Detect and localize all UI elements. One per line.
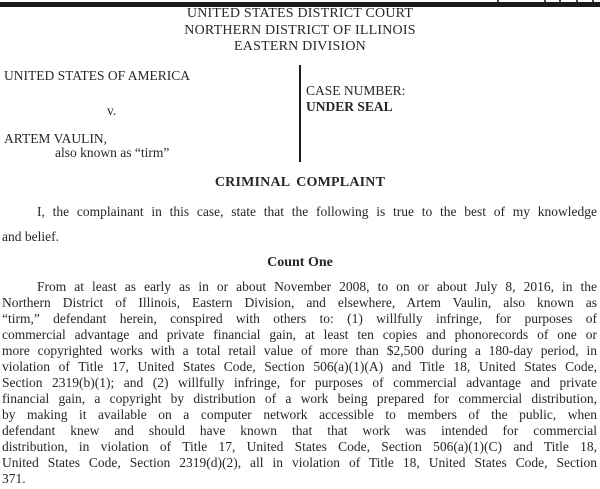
paragraph-line: Section 2319(b)(1); and (2) willfully infringe, for purposes of commercial advantage and private (2, 375, 597, 390)
count-one-paragraph (2, 279, 597, 487)
oath-paragraph-line: I, the complainant in this case, state that the following is true to the best of my knowledge (37, 204, 597, 219)
court-division: EASTERN DIVISION (234, 39, 366, 54)
paragraph-line: violation of Title 17, United States Code, Section 506(a)(1)(A) and Title 18, United States Code, (2, 359, 597, 374)
oath-paragraph-line: and belief. (2, 229, 59, 244)
defendant-name: ARTEM VAULIN, (4, 131, 107, 146)
count-one-heading: Count One (267, 255, 333, 270)
court-name: UNITED STATES DISTRICT COURT (186, 6, 414, 21)
case-number-value: UNDER SEAL (306, 99, 393, 114)
paragraph-line: 371. (2, 471, 26, 486)
paragraph-line: United States Code, Section 2319(d)(2), all in violation of Title 18, United States Code, Section (2, 455, 597, 470)
versus-abbreviation: v. (107, 103, 117, 118)
plaintiff-name: UNITED STATES OF AMERICA (4, 68, 191, 83)
court-header (0, 6, 600, 56)
paragraph-line: “tirm,” defendant herein, conspired with others to: (1) willfully infringe, for purposes of (2, 311, 597, 326)
defendant-alias: also known as “tirm” (55, 145, 170, 160)
caption-divider (299, 65, 301, 162)
paragraph-line: From at least as early as in or about November 2008, to on or about July 8, 2016, in the (37, 279, 597, 294)
paragraph-line: financial gain, a copyright by distribution of a work being prepared for commercial distribution, (2, 391, 597, 406)
case-caption (0, 65, 600, 165)
case-number-label: CASE NUMBER: (306, 83, 406, 98)
court-district: NORTHERN DISTRICT OF ILLINOIS (184, 22, 416, 38)
paragraph-line: defendant knew and should have known that that work was intended for commercial (2, 423, 597, 438)
document-title: CRIMINAL COMPLAINT (214, 175, 386, 190)
paragraph-line: by making it available on a computer network accessible to members of the public, when (2, 407, 597, 422)
paragraph-line: commercial advantage and private financial gain, at least ten copies and phonorecords of one or (2, 327, 597, 342)
paragraph-line: more copyrighted works with a total retail value of more than $2,500 during a 180-day period, in (2, 343, 597, 358)
paragraph-line: Northern District of Illinois, Eastern Division, and elsewhere, Artem Vaulin, also known as (2, 295, 597, 310)
paragraph-line: distribution, in violation of Title 17, United States Code, Section 506(a)(1)(C) and Title 18, (2, 439, 597, 454)
